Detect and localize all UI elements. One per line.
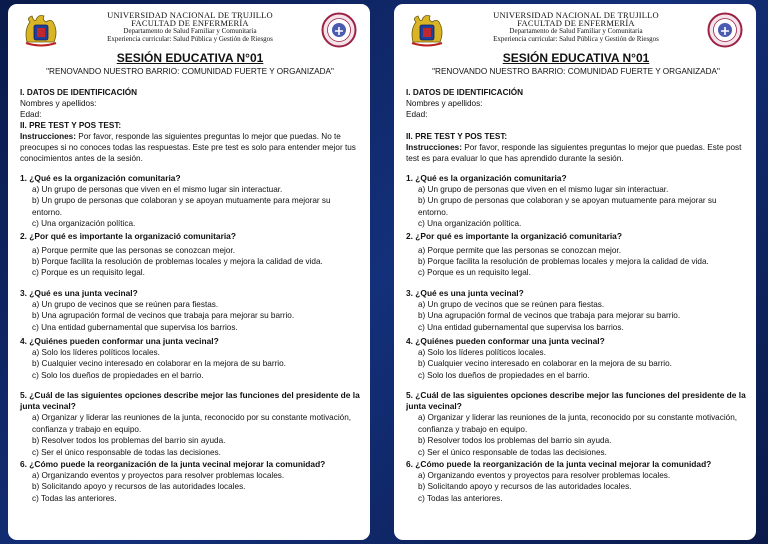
question-item	[20, 390, 360, 458]
instructions-text: Por favor, responde las siguientes preguntas lo mejor que puedas. No te preocupes si no conoces todas las respuestas. Este pre test es solo para entender mejor tus conocimientos antes de la sesión.	[20, 132, 356, 163]
answer-option[interactable]: b) Resolver todos los problemas del barrio sin ayuda.	[32, 436, 226, 446]
test-heading: II. PRE TEST Y POS TEST:	[406, 132, 508, 141]
identification-heading: I. DATOS DE IDENTIFICACIÓN	[406, 88, 524, 97]
answer-option[interactable]: a) Un grupo de personas que viven en el mismo lugar sin interactuar.	[32, 185, 283, 194]
answer-option[interactable]: a) Solo los líderes políticos locales.	[418, 348, 546, 358]
answer-option[interactable]: c) Solo los dueños de propiedades en el barrio.	[32, 370, 204, 380]
question-item	[20, 231, 360, 279]
answer-option[interactable]: b) Una agrupación formal de vecinos que trabaja para mejorar su barrio.	[32, 311, 295, 321]
age-label: Edad:	[406, 110, 428, 119]
question-item	[20, 288, 360, 333]
answer-option[interactable]: a) Un grupo de personas que viven en el mismo lugar sin interactuar.	[418, 185, 669, 194]
question-text: 1. ¿Qué es la organización comunitaria?	[406, 173, 567, 183]
question-text: 3. ¿Qué es una junta vecinal?	[406, 287, 524, 298]
curricular-experience: Experiencia curricular: Salud Pública y Gestión de Riesgos	[493, 35, 659, 43]
answer-option[interactable]: b) Una agrupación formal de vecinos que trabaja para mejorar su barrio.	[418, 311, 681, 321]
answer-option[interactable]: b) Porque facilita la resolución de problemas locales y mejora la calidad de vida.	[418, 257, 709, 267]
faculty-seal-logo	[706, 12, 744, 48]
answer-option[interactable]: b) Porque facilita la resolución de problemas locales y mejora la calidad de vida.	[32, 257, 323, 267]
answer-option[interactable]: c) Una entidad gubernamental que supervisa los barrios.	[418, 322, 624, 332]
question-text: 5. ¿Cuál de las siguientes opciones describe mejor las funciones del presidente de la junta vecinal?	[406, 390, 746, 412]
question-list	[20, 173, 360, 504]
faculty-seal-logo	[320, 12, 358, 48]
answer-option[interactable]: b) Solicitando apoyo y recursos de las autoridades locales.	[32, 482, 246, 492]
question-text: 2. ¿Por qué es importante la organizació comunitaria?	[406, 230, 622, 241]
sheet-header	[20, 10, 360, 50]
name-label: Nombres y apellidos:	[20, 99, 97, 108]
answer-option[interactable]: c) Porque es un requisito legal.	[32, 268, 145, 278]
answer-option[interactable]: a) Solo los líderes políticos locales.	[32, 348, 160, 358]
answer-option[interactable]: c) Solo los dueños de propiedades en el barrio.	[418, 370, 590, 380]
answer-option[interactable]: c) Todas las anteriores.	[32, 493, 117, 503]
faculty-name: FACULTAD DE ENFERMERÍA	[131, 18, 249, 28]
instructions	[20, 131, 360, 164]
question-item	[20, 336, 360, 381]
question-item	[406, 231, 746, 279]
question-item	[406, 288, 746, 333]
answer-option[interactable]: b) Cualquier vecino interesado en colaborar en la mejora de su barrio.	[32, 359, 286, 369]
department-name: Departamento de Salud Familiar y Comunitaria	[123, 27, 257, 35]
answer-option[interactable]: c) Una entidad gubernamental que supervisa los barrios.	[32, 322, 238, 332]
answer-option[interactable]: a) Organizando eventos y proyectos para resolver problemas locales.	[32, 470, 285, 480]
answer-option[interactable]: c) Ser el único responsable de todas las decisiones.	[418, 447, 607, 457]
question-item	[20, 173, 360, 230]
question-text: 4. ¿Quiénes pueden conformar una junta vecinal?	[20, 336, 219, 347]
answer-option[interactable]: b) Cualquier vecino interesado en colaborar en la mejora de su barrio.	[418, 359, 672, 369]
question-list	[406, 173, 746, 504]
university-name: UNIVERSIDAD NACIONAL DE TRUJILLO	[493, 10, 659, 20]
question-text: 1. ¿Qué es la organización comunitaria?	[20, 173, 181, 183]
test-heading: II. PRE TEST Y POS TEST:	[20, 121, 122, 130]
question-item	[406, 336, 746, 381]
session-subtitle: "RENOVANDO NUESTRO BARRIO: COMUNIDAD FUERTE Y ORGANIZADA"	[432, 67, 720, 76]
university-crest-logo	[22, 12, 60, 48]
answer-option[interactable]: a) Porque permite que las personas se conozcan mejor.	[32, 245, 235, 255]
identification-section	[406, 87, 746, 164]
session-title: SESIÓN EDUCATIVA N°01	[502, 51, 650, 65]
answer-option[interactable]: c) Una organización política.	[32, 219, 136, 229]
answer-option[interactable]: b) Solicitando apoyo y recursos de las autoridades locales.	[418, 482, 632, 492]
instructions-label: Instrucciones:	[406, 143, 462, 152]
question-text: 4. ¿Quiénes pueden conformar una junta vecinal?	[406, 336, 605, 347]
question-item	[406, 173, 746, 230]
identification-heading: I. DATOS DE IDENTIFICACIÓN	[20, 88, 138, 97]
identification-section	[20, 87, 360, 164]
question-text: 3. ¿Qué es una junta vecinal?	[20, 287, 138, 298]
sheet-header	[406, 10, 746, 50]
answer-option[interactable]: a) Un grupo de vecinos que se reúnen para fiestas.	[32, 299, 219, 309]
session-title: SESIÓN EDUCATIVA N°01	[116, 51, 264, 65]
instructions-text: Por favor, responde las siguientes preguntas lo mejor que puedas. Este post test es para evaluar lo que has aprendido durante la sesión.	[406, 143, 742, 163]
department-name: Departamento de Salud Familiar y Comunitaria	[509, 27, 643, 35]
answer-option[interactable]: a) Organizando eventos y proyectos para resolver problemas locales.	[418, 470, 671, 480]
answer-option[interactable]: b) Resolver todos los problemas del barrio sin ayuda.	[418, 436, 612, 446]
faculty-name: FACULTAD DE ENFERMERÍA	[517, 18, 635, 28]
answer-option[interactable]: a) Un grupo de vecinos que se reúnen para fiestas.	[418, 299, 605, 309]
university-crest-logo	[408, 12, 446, 48]
curricular-experience: Experiencia curricular: Salud Pública y Gestión de Riesgos	[107, 35, 273, 43]
answer-option[interactable]: c) Todas las anteriores.	[418, 493, 503, 503]
university-name: UNIVERSIDAD NACIONAL DE TRUJILLO	[107, 10, 273, 20]
question-item	[406, 390, 746, 458]
pretest-sheet	[8, 4, 370, 540]
question-text: 6. ¿Cómo puede la reorganización de la junta vecinal mejorar la comunidad?	[20, 458, 326, 469]
institution-block	[406, 10, 746, 43]
question-text: 5. ¿Cuál de las siguientes opciones describe mejor las funciones del presidente de la junta vecinal?	[20, 390, 360, 412]
session-subtitle: "RENOVANDO NUESTRO BARRIO: COMUNIDAD FUERTE Y ORGANIZADA"	[46, 67, 334, 76]
instructions	[406, 142, 746, 164]
answer-option[interactable]: a) Organizar y liderar las reuniones de la junta, reconocido por su constante motivación, confianza y trabajo en equipo.	[418, 413, 738, 434]
answer-option[interactable]: b) Un grupo de personas que colaboran y se apoyan mutuamente para mejorar su entorno.	[418, 196, 717, 217]
answer-option[interactable]: c) Ser el único responsable de todas las decisiones.	[32, 447, 221, 457]
name-label: Nombres y apellidos:	[406, 99, 483, 108]
age-label: Edad:	[20, 110, 42, 119]
question-text: 2. ¿Por qué es importante la organizació comunitaria?	[20, 230, 236, 241]
answer-option[interactable]: a) Porque permite que las personas se conozcan mejor.	[418, 245, 621, 255]
posttest-sheet	[394, 4, 756, 540]
question-item	[20, 459, 360, 504]
institution-block	[20, 10, 360, 43]
answer-option[interactable]: c) Una organización política.	[418, 219, 522, 229]
answer-option[interactable]: b) Un grupo de personas que colaboran y se apoyan mutuamente para mejorar su entorno.	[32, 196, 331, 217]
answer-option[interactable]: a) Organizar y liderar las reuniones de la junta, reconocido por su constante motivación, confianza y trabajo en equipo.	[32, 413, 352, 434]
answer-option[interactable]: c) Porque es un requisito legal.	[418, 268, 531, 278]
instructions-label: Instrucciones:	[20, 132, 76, 141]
question-text: 6. ¿Cómo puede la reorganización de la junta vecinal mejorar la comunidad?	[406, 458, 712, 469]
question-item	[406, 459, 746, 504]
